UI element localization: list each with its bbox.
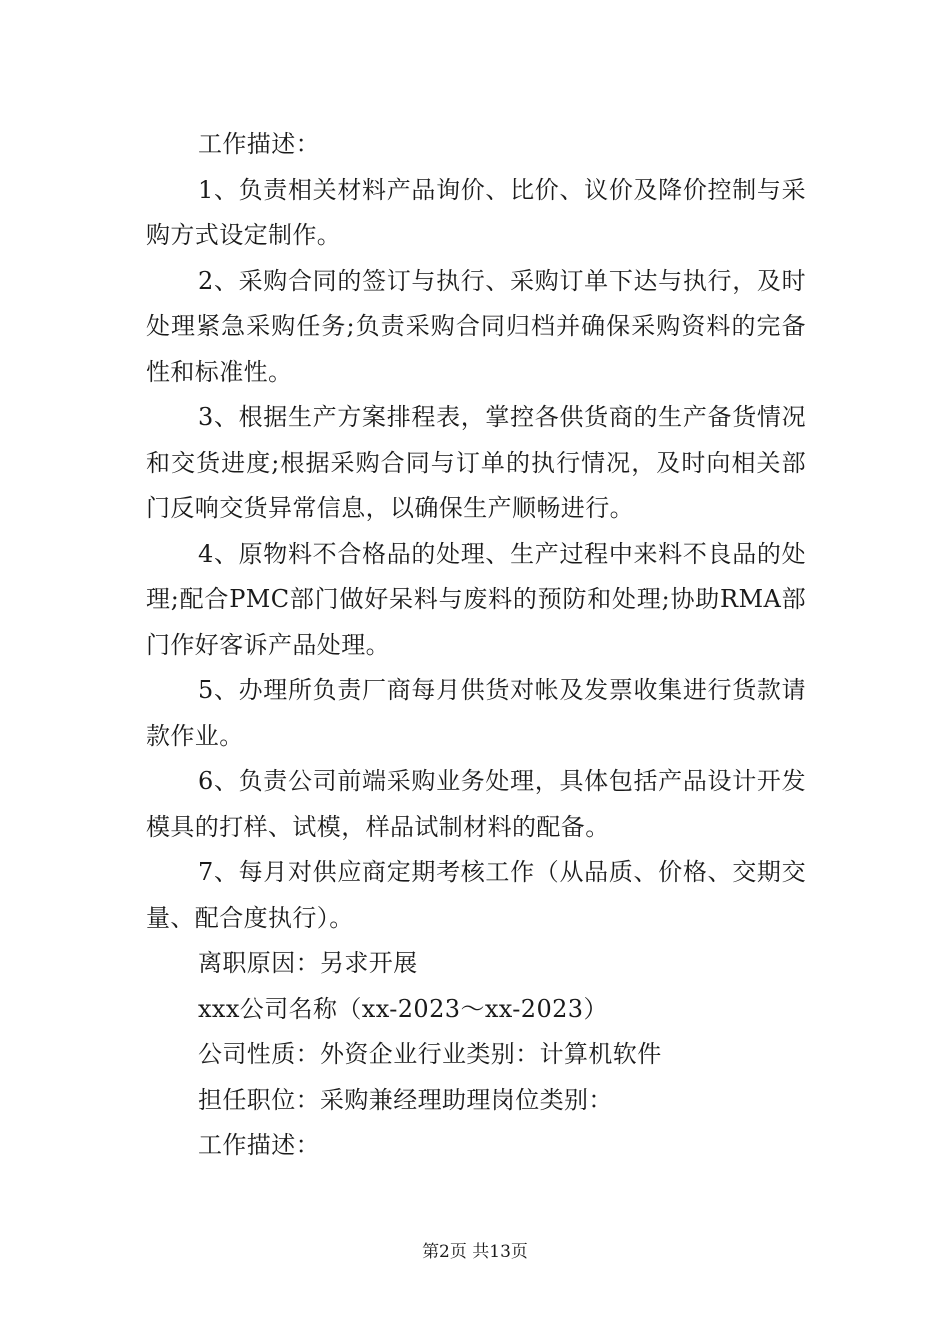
paragraph-duty-4: 4、原物料不合格品的处理、生产过程中来料不良品的处理;配合PMC部门做好呆料与废料的预防和处理;协助RMA部门作好客诉产品处理。 — [146, 539, 806, 659]
paragraph-duty-2: 2、采购合同的签订与执行、采购订单下达与执行，及时处理紧急采购任务;负责采购合同归档并确保采购资料的完备性和标准性。 — [146, 266, 806, 386]
paragraph-duty-5: 5、办理所负责厂商每月供货对帐及发票收集进行货款请款作业。 — [146, 676, 806, 750]
paragraph-work-description-heading: 工作描述： — [198, 130, 320, 158]
paragraph-work-description-heading-2: 工作描述： — [198, 1131, 320, 1159]
paragraph-duty-3: 3、根据生产方案排程表，掌控各供货商的生产备货情况和交货进度;根据采购合同与订单的执行情况，及时向相关部门反响交货异常信息，以确保生产顺畅进行。 — [146, 403, 806, 522]
paragraph-duty-7: 7、每月对供应商定期考核工作（从品质、价格、交期交量、配合度执行）。 — [146, 858, 806, 932]
paragraph-leave-reason: 离职原因：另求开展 — [198, 949, 418, 977]
paragraph-position: 担任职位：采购兼经理助理岗位类别： — [198, 1085, 613, 1114]
paragraph-duty-1: 1、负责相关材料产品询价、比价、议价及降价控制与采购方式设定制作。 — [146, 175, 806, 249]
page-footer — [0, 1240, 950, 1264]
paragraph-duty-6: 6、负责公司前端采购业务处理，具体包括产品设计开发模具的打样、试模，样品试制材料的配备。 — [146, 767, 806, 841]
document-body — [146, 122, 806, 1169]
page-number-label: 第2页 共13页 — [422, 1242, 528, 1262]
paragraph-company-name: xxx公司名称（xx-2023～xx-2023） — [198, 994, 608, 1023]
paragraph-company-nature: 公司性质：外资企业行业类别：计算机软件 — [198, 1040, 662, 1068]
